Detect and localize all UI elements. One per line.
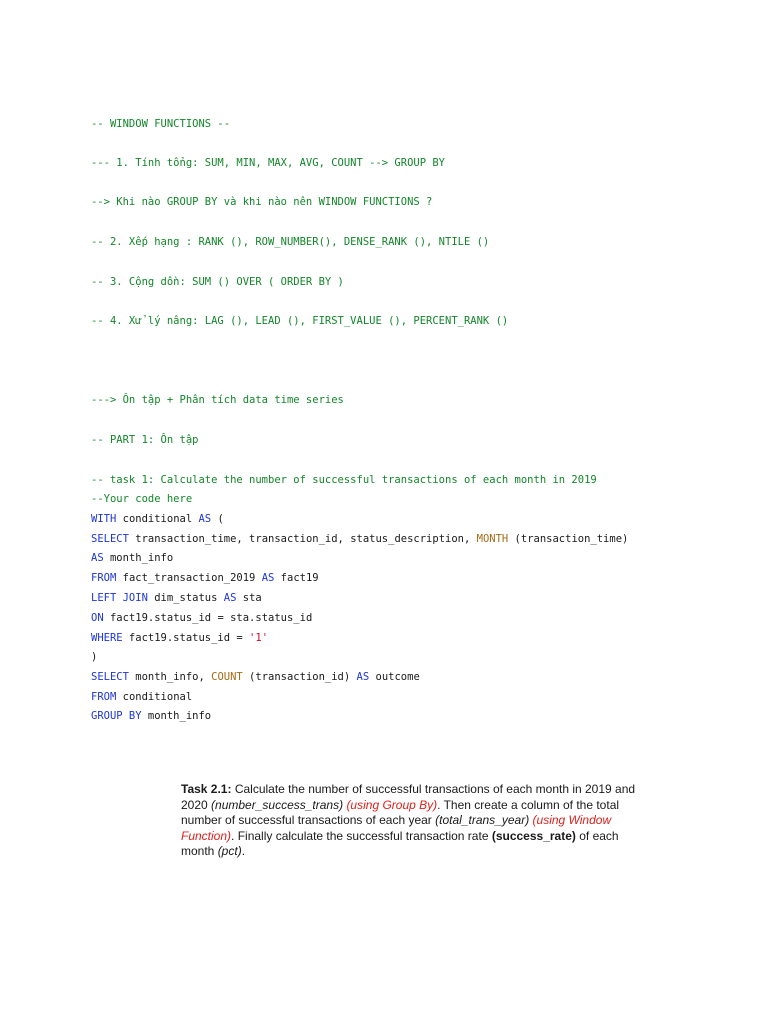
keyword: ON [91,612,104,624]
code-line-where [91,631,268,645]
keyword: SELECT [91,671,129,683]
code-line-select-outcome [91,670,420,684]
code-text: fact_transaction_2019 [116,572,262,584]
comment-item-3: -- 3. Cộng dồn: SUM () OVER ( ORDER BY ) [91,276,344,288]
code-text: fact19 [274,572,319,584]
code-text: (transaction_id) [242,671,357,683]
code-line-select [91,532,628,546]
comment-item-4: -- 4. Xử lý nâng: LAG (), LEAD (), FIRST_VALUE (), PERCENT_RANK () [91,315,509,327]
keyword: AS [91,552,104,564]
code-text: transaction_time, transaction_id, status_description, [128,533,477,545]
code-text: outcome [369,671,420,683]
comment-part1: -- PART 1: Ôn tập [91,434,199,446]
code-line-from [91,571,319,585]
code-text: fact19.status_id = sta.status_id [103,612,313,624]
task-text: of each month [181,828,619,859]
keyword: AS [261,572,275,584]
function-name: COUNT [211,671,243,683]
keyword: WHERE [91,632,123,644]
code-text: month_info, [128,671,212,683]
code-line-left-join [91,591,262,605]
code-line-with [91,512,224,526]
keyword: FROM [91,572,117,584]
task-term: (pct) [217,844,242,859]
comment-header: -- WINDOW FUNCTIONS -- [91,118,231,130]
comment-task1: -- task 1: Calculate the number of successful transactions of each month in 2019 [91,474,597,486]
task-term-bold: (success_rate) [491,828,576,843]
keyword: AS [198,513,212,525]
code-text: month_info [141,710,212,722]
code-line-close-paren: ) [91,651,98,663]
code-line-from-conditional [91,690,192,704]
function-name: MONTH [476,533,509,545]
task-term: (number_success_trans) [211,797,344,812]
comment-question: --> Khi nào GROUP BY và khi nào nên WINDOW FUNCTIONS ? [91,196,433,208]
code-text: ( [211,513,224,525]
code-text: (transaction_time) [508,533,629,545]
task-text: . [241,844,246,859]
keyword: SELECT [91,533,129,545]
code-text: month_info [103,552,174,564]
comment-your-code: --Your code here [91,493,193,505]
keyword: AS [356,671,370,683]
code-line-group-by [91,709,211,723]
code-line-on [91,611,312,625]
comment-item-1: --- 1. Tính tổng: SUM, MIN, MAX, AVG, COUNT --> GROUP BY [91,157,446,169]
code-text: conditional [116,513,199,525]
code-text: conditional [116,691,193,703]
code-text: dim_status [147,592,224,604]
comment-item-2: -- 2. Xếp hạng : RANK (), ROW_NUMBER(), DENSE_RANK (), NTILE () [91,236,490,248]
keyword: FROM [91,691,117,703]
task-text: . Finally calculate the successful transaction rate [231,828,492,843]
string-literal: '1' [249,632,269,644]
task-text: Calculate the number of successful transactions of each month in 2019 and 2020 [181,782,636,812]
task-hint: (using Group By) [346,797,438,812]
comment-review: ---> Ôn tập + Phân tích data time series [91,394,344,406]
task-text: . Then create a column of the total number of successful transactions of each year [181,797,620,828]
code-line-as [91,551,173,565]
keyword: WITH [91,513,117,525]
keyword: AS [223,592,237,604]
code-text: sta [236,592,262,604]
keyword: LEFT JOIN [91,592,148,604]
task-term: (total_trans_year) [435,813,530,828]
code-text: fact19.status_id = [122,632,250,644]
keyword: GROUP BY [91,710,142,722]
task-2-1-paragraph [181,782,641,860]
task-hint: (using Window Function) [181,813,612,843]
task-label: Task 2.1: [181,782,232,796]
